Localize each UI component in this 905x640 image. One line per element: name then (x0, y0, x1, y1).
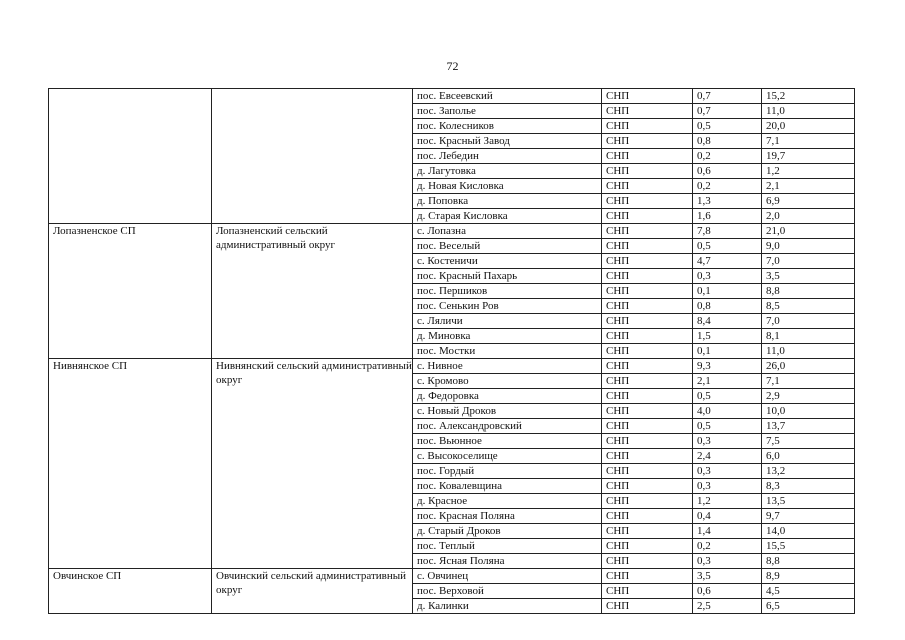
value-2-cell: 2,0 (762, 209, 855, 224)
locality-name-cell: д. Миновка (413, 329, 602, 344)
value-2-cell: 7,1 (762, 374, 855, 389)
page-number: 72 (446, 59, 459, 73)
value-2-cell: 7,0 (762, 314, 855, 329)
table-row (49, 359, 855, 374)
district-name-cell: Нивнянский сельский административный округ (212, 359, 413, 569)
value-2-cell: 8,8 (762, 284, 855, 299)
locality-name-cell: пос. Красный Пахарь (413, 269, 602, 284)
table-row (49, 224, 855, 239)
value-1-cell: 1,3 (693, 194, 762, 209)
locality-type-cell: СНП (602, 494, 693, 509)
locality-type-cell: СНП (602, 179, 693, 194)
locality-name-cell: пос. Вьюнное (413, 434, 602, 449)
value-1-cell: 0,5 (693, 389, 762, 404)
value-2-cell: 2,9 (762, 389, 855, 404)
settlement-name-cell: Овчинское СП (49, 569, 212, 614)
locality-name-cell: с. Нивное (413, 359, 602, 374)
locality-name-cell: с. Лопазна (413, 224, 602, 239)
settlements-table (48, 88, 855, 614)
value-1-cell: 4,0 (693, 404, 762, 419)
value-2-cell: 8,8 (762, 554, 855, 569)
value-1-cell: 0,6 (693, 584, 762, 599)
locality-name-cell: пос. Гордый (413, 464, 602, 479)
value-1-cell: 0,2 (693, 179, 762, 194)
value-1-cell: 4,7 (693, 254, 762, 269)
locality-name-cell: с. Овчинец (413, 569, 602, 584)
value-1-cell: 8,4 (693, 314, 762, 329)
locality-name-cell: д. Поповка (413, 194, 602, 209)
value-2-cell: 15,5 (762, 539, 855, 554)
locality-name-cell: с. Костеничи (413, 254, 602, 269)
value-1-cell: 1,2 (693, 494, 762, 509)
locality-type-cell: СНП (602, 389, 693, 404)
value-1-cell: 0,7 (693, 89, 762, 104)
value-1-cell: 0,3 (693, 464, 762, 479)
value-1-cell: 0,3 (693, 554, 762, 569)
settlement-name-cell: Лопазненское СП (49, 224, 212, 359)
value-2-cell: 7,0 (762, 254, 855, 269)
locality-type-cell: СНП (602, 269, 693, 284)
locality-type-cell: СНП (602, 404, 693, 419)
value-2-cell: 10,0 (762, 404, 855, 419)
table-row (49, 569, 855, 584)
locality-type-cell: СНП (602, 224, 693, 239)
locality-type-cell: СНП (602, 509, 693, 524)
value-2-cell: 26,0 (762, 359, 855, 374)
locality-type-cell: СНП (602, 449, 693, 464)
value-1-cell: 0,6 (693, 164, 762, 179)
value-1-cell: 0,2 (693, 539, 762, 554)
value-2-cell: 9,0 (762, 239, 855, 254)
locality-name-cell: пос. Колесников (413, 119, 602, 134)
locality-type-cell: СНП (602, 554, 693, 569)
value-2-cell: 19,7 (762, 149, 855, 164)
value-1-cell: 1,4 (693, 524, 762, 539)
locality-type-cell: СНП (602, 584, 693, 599)
settlements-table-body (49, 89, 855, 614)
locality-name-cell: с. Новый Дроков (413, 404, 602, 419)
district-name-cell: Овчинский сельский административный округ (212, 569, 413, 614)
locality-name-cell: пос. Теплый (413, 539, 602, 554)
value-1-cell: 2,1 (693, 374, 762, 389)
locality-name-cell: д. Старый Дроков (413, 524, 602, 539)
value-2-cell: 8,9 (762, 569, 855, 584)
settlement-name-cell: Нивнянское СП (49, 359, 212, 569)
value-1-cell: 1,5 (693, 329, 762, 344)
locality-name-cell: д. Лагутовка (413, 164, 602, 179)
value-2-cell: 7,1 (762, 134, 855, 149)
locality-name-cell: пос. Евсеевский (413, 89, 602, 104)
value-2-cell: 13,5 (762, 494, 855, 509)
locality-name-cell: пос. Красная Поляна (413, 509, 602, 524)
value-1-cell: 0,3 (693, 479, 762, 494)
locality-type-cell: СНП (602, 134, 693, 149)
locality-type-cell: СНП (602, 539, 693, 554)
value-1-cell: 3,5 (693, 569, 762, 584)
locality-name-cell: пос. Лебедин (413, 149, 602, 164)
value-1-cell: 0,8 (693, 134, 762, 149)
value-1-cell: 0,5 (693, 119, 762, 134)
locality-name-cell: д. Старая Кисловка (413, 209, 602, 224)
value-1-cell: 7,8 (693, 224, 762, 239)
locality-name-cell: д. Калинки (413, 599, 602, 614)
value-1-cell: 2,5 (693, 599, 762, 614)
value-2-cell: 3,5 (762, 269, 855, 284)
value-1-cell: 0,4 (693, 509, 762, 524)
locality-name-cell: с. Ляличи (413, 314, 602, 329)
locality-type-cell: СНП (602, 434, 693, 449)
locality-type-cell: СНП (602, 194, 693, 209)
value-2-cell: 6,0 (762, 449, 855, 464)
district-name-cell (212, 89, 413, 224)
value-2-cell: 14,0 (762, 524, 855, 539)
locality-type-cell: СНП (602, 239, 693, 254)
locality-type-cell: СНП (602, 344, 693, 359)
locality-type-cell: СНП (602, 329, 693, 344)
value-2-cell: 8,3 (762, 479, 855, 494)
locality-type-cell: СНП (602, 119, 693, 134)
locality-type-cell: СНП (602, 569, 693, 584)
locality-name-cell: д. Красное (413, 494, 602, 509)
value-2-cell: 6,9 (762, 194, 855, 209)
locality-name-cell: пос. Мостки (413, 344, 602, 359)
locality-name-cell: пос. Заполье (413, 104, 602, 119)
locality-type-cell: СНП (602, 419, 693, 434)
value-1-cell: 0,5 (693, 419, 762, 434)
value-2-cell: 20,0 (762, 119, 855, 134)
locality-type-cell: СНП (602, 524, 693, 539)
locality-name-cell: с. Высокоселище (413, 449, 602, 464)
value-2-cell: 1,2 (762, 164, 855, 179)
district-name-cell: Лопазненский сельский административный округ (212, 224, 413, 359)
value-2-cell: 13,2 (762, 464, 855, 479)
value-2-cell: 7,5 (762, 434, 855, 449)
value-1-cell: 0,7 (693, 104, 762, 119)
value-1-cell: 0,3 (693, 434, 762, 449)
locality-name-cell: пос. Першиков (413, 284, 602, 299)
value-1-cell: 1,6 (693, 209, 762, 224)
locality-name-cell: с. Кромово (413, 374, 602, 389)
value-1-cell: 0,3 (693, 269, 762, 284)
value-2-cell: 8,5 (762, 299, 855, 314)
locality-type-cell: СНП (602, 254, 693, 269)
locality-type-cell: СНП (602, 359, 693, 374)
locality-type-cell: СНП (602, 284, 693, 299)
locality-name-cell: д. Новая Кисловка (413, 179, 602, 194)
value-2-cell: 8,1 (762, 329, 855, 344)
value-2-cell: 2,1 (762, 179, 855, 194)
value-1-cell: 9,3 (693, 359, 762, 374)
locality-type-cell: СНП (602, 599, 693, 614)
value-1-cell: 0,2 (693, 149, 762, 164)
locality-name-cell: пос. Веселый (413, 239, 602, 254)
locality-type-cell: СНП (602, 374, 693, 389)
value-2-cell: 21,0 (762, 224, 855, 239)
locality-type-cell: СНП (602, 314, 693, 329)
locality-type-cell: СНП (602, 89, 693, 104)
locality-type-cell: СНП (602, 104, 693, 119)
value-2-cell: 13,7 (762, 419, 855, 434)
value-2-cell: 6,5 (762, 599, 855, 614)
locality-type-cell: СНП (602, 149, 693, 164)
settlement-name-cell (49, 89, 212, 224)
value-1-cell: 2,4 (693, 449, 762, 464)
locality-name-cell: пос. Ясная Поляна (413, 554, 602, 569)
locality-type-cell: СНП (602, 299, 693, 314)
value-2-cell: 15,2 (762, 89, 855, 104)
value-2-cell: 9,7 (762, 509, 855, 524)
locality-name-cell: пос. Верховой (413, 584, 602, 599)
value-2-cell: 11,0 (762, 344, 855, 359)
locality-type-cell: СНП (602, 164, 693, 179)
locality-name-cell: пос. Ковалевщина (413, 479, 602, 494)
value-1-cell: 0,5 (693, 239, 762, 254)
table-row (49, 89, 855, 104)
locality-name-cell: пос. Красный Завод (413, 134, 602, 149)
value-2-cell: 11,0 (762, 104, 855, 119)
value-2-cell: 4,5 (762, 584, 855, 599)
locality-type-cell: СНП (602, 464, 693, 479)
value-1-cell: 0,1 (693, 284, 762, 299)
locality-type-cell: СНП (602, 479, 693, 494)
locality-type-cell: СНП (602, 209, 693, 224)
locality-name-cell: пос. Сенькин Ров (413, 299, 602, 314)
locality-name-cell: пос. Александровский (413, 419, 602, 434)
locality-name-cell: д. Федоровка (413, 389, 602, 404)
value-1-cell: 0,1 (693, 344, 762, 359)
value-1-cell: 0,8 (693, 299, 762, 314)
